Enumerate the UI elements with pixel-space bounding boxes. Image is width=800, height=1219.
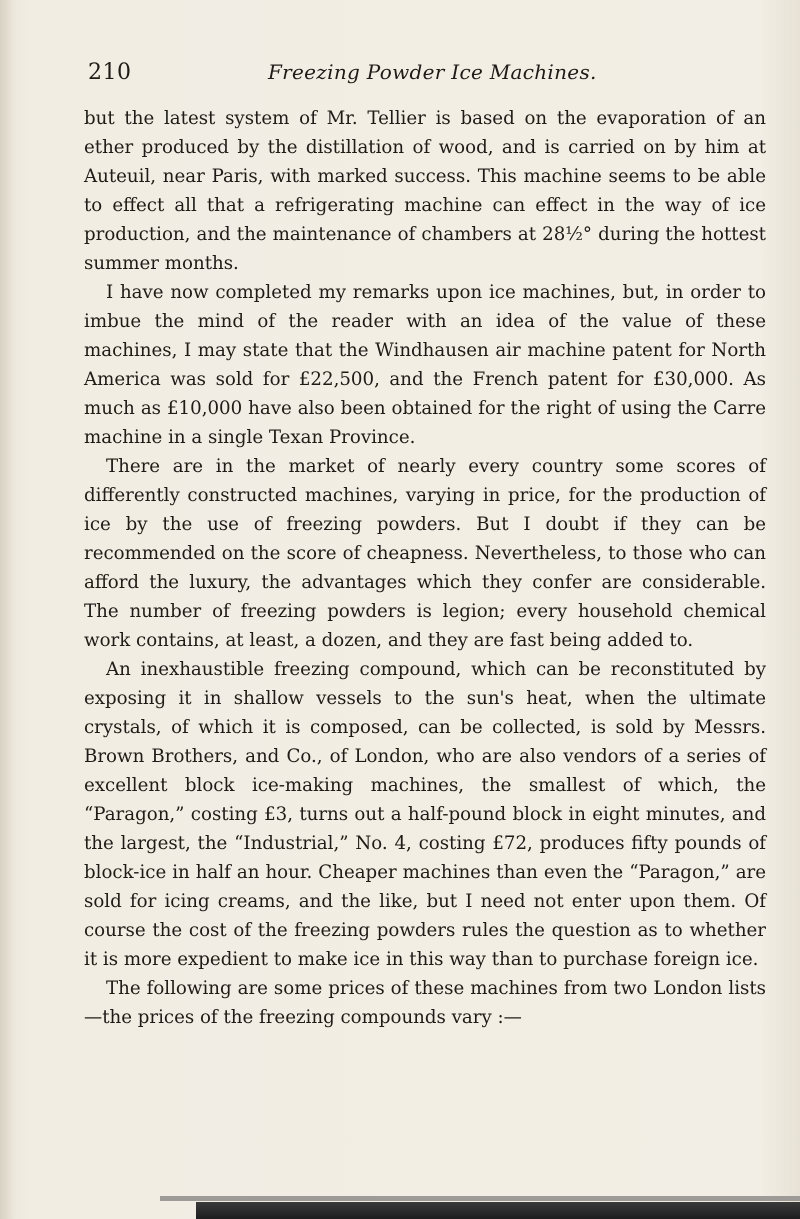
paragraph: The following are some prices of these machines from two London lists—the prices of the freezing compounds vary :— [84,978,766,1028]
page-header [88,60,758,88]
paragraph: but the latest system of Mr. Tellier is based on the evaporation of an ether produced by the distillation of wood, and is carried on by him at Auteuil, near Paris, with marked success. This machine seems to be able to effect all that a refrigerating machine can effect in the way of ice production, and the maintenance of chambers at 28½° during the hottest summer months. [84,108,766,274]
scan-edge-dark [196,1202,800,1219]
page-body [84,104,766,1032]
running-head: Freezing Powder Ice Machines. [268,60,597,84]
scan-edge-light [160,1196,800,1201]
page-number: 210 [88,60,132,85]
page-edge-shadow [0,0,14,1219]
paragraph: An inexhaustible freezing compound, which can be reconstituted by exposing it in shallow vessels to the sun's heat, when the ultimate crystals, of which it is composed, can be collected, is sold by Messrs. Brown Brothers, and Co., of London, who are also vendors of a series of excellent block ice-making machines, the smallest of which, the “Paragon,” costing £3, turns out a half-pound block in eight minutes, and the largest, the “Industrial,” No. 4, costing £72, produces fifty pounds of block-ice in half an hour. Cheaper machines than even the “Paragon,” are sold for icing creams, and the like, but I need not enter upon them. Of course the cost of the freezing powders rules the question as to whether it is more expedient to make ice in this way than to purchase foreign ice. [84,659,766,970]
paragraph: I have now completed my remarks upon ice machines, but, in order to imbue the mind of the reader with an idea of the value of these machines, I may state that the Windhausen air machine patent for North America was sold for £22,500, and the French patent for £30,000. As much as £10,000 have also been obtained for the right of using the Carre machine in a single Texan Province. [84,282,766,448]
paragraph: There are in the market of nearly every country some scores of differently constructed machines, varying in price, for the production of ice by the use of freezing powders. But I doubt if they can be recommended on the score of cheapness. Nevertheless, to those who can afford the luxury, the advantages which they confer are considerable. The number of freezing powders is legion; every household chemical work contains, at least, a dozen, and they are fast being added to. [84,456,766,651]
